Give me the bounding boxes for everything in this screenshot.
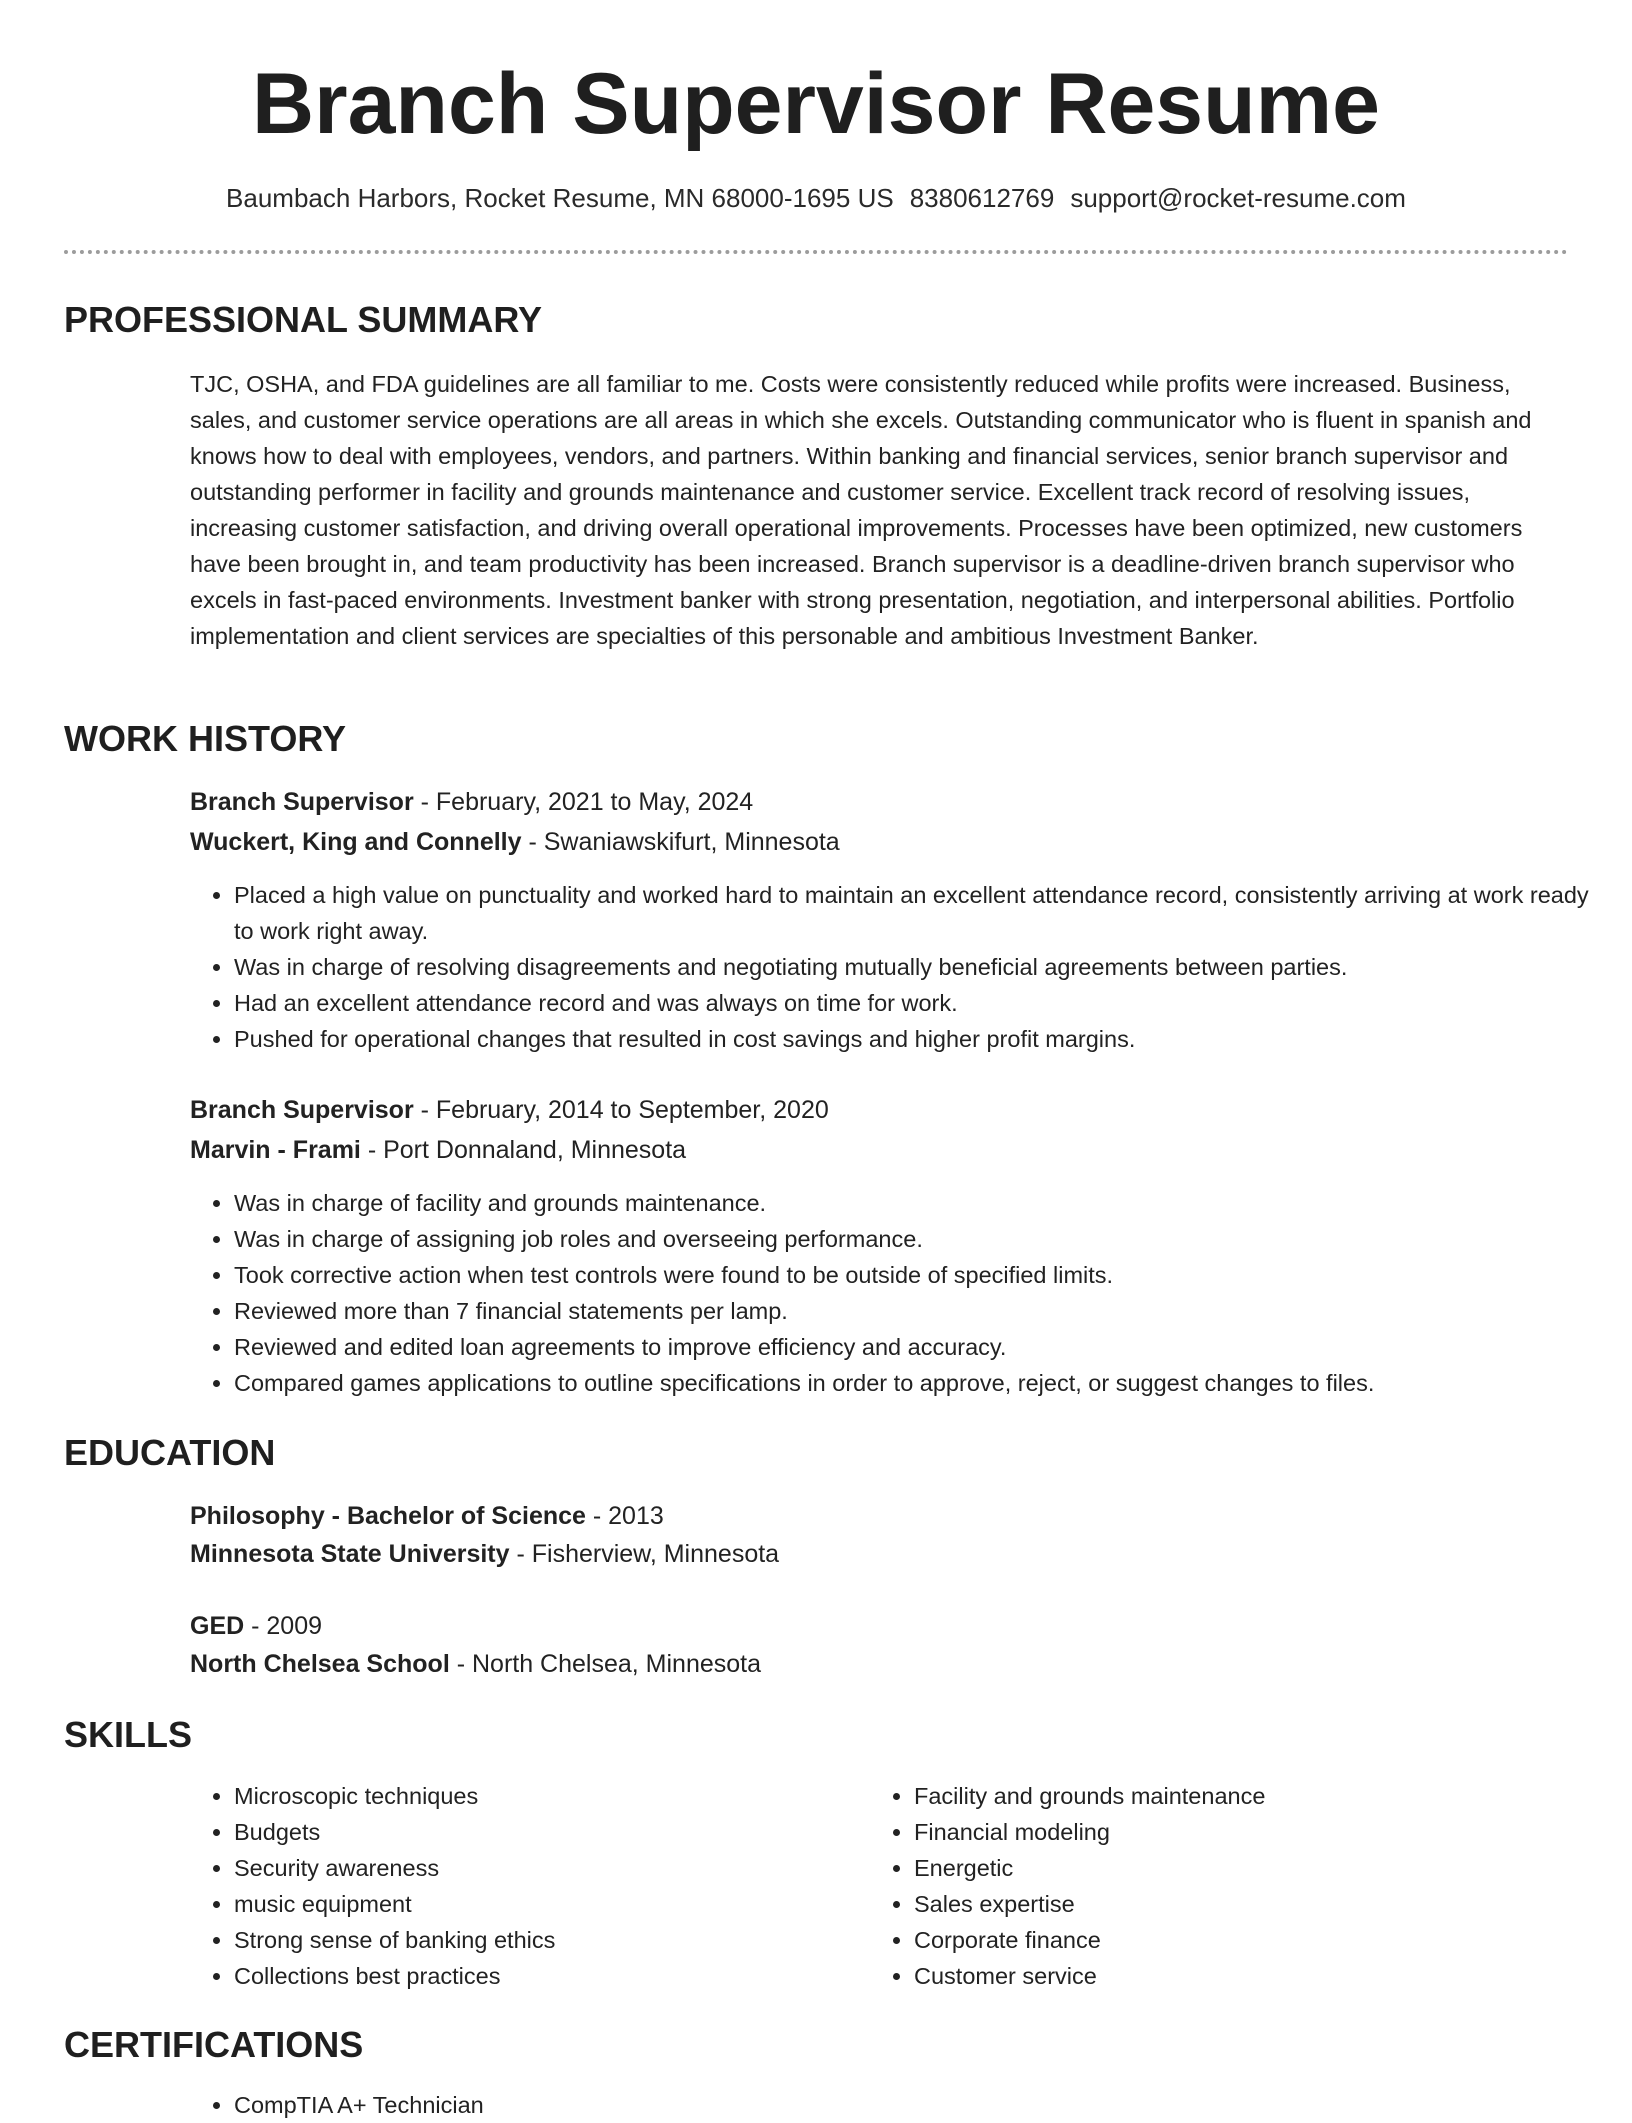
summary-text: TJC, OSHA, and FDA guidelines are all familiar to me. Costs were consistently reduced while profits were increased. Business, sales, and customer service operations are all areas in which she excels. Outstanding communicator who is fluent in spanish and knows how to deal with employees, vendors, and partners. Within banking and financial services, senior branch supervisor and outstanding performer in facility and grounds maintenance and customer service. Excellent track record of resolving issues, increasing customer satisfaction, and driving overall operational improvements. Processes have been optimized, new customers have been brought in, and team productivity has been increased. Branch supervisor is a deadline-driven branch supervisor who excels in fast-paced environments. Investment banker with strong presentation, negotiation, and interpersonal abilities. Portfolio implementation and client services are specialties of this personable and ambitious Investment Banker.: [190, 371, 1532, 649]
job-title: Branch Supervisor: [190, 1096, 414, 1124]
list-item: • Was in charge of facility and grounds maintenance.: [234, 1185, 1614, 1221]
education-degree-line: [190, 1608, 1570, 1644]
list-item: • Reviewed and edited loan agreements to improve efficiency and accuracy.: [234, 1329, 1614, 1365]
contact-phone: 8380612769: [909, 183, 1055, 213]
education-year: - 2013: [585, 1502, 664, 1530]
certifications-list: [190, 2087, 1614, 2123]
contact-email[interactable]: support@rocket-resume.com: [1070, 183, 1406, 213]
education-degree-line: [190, 1498, 1570, 1534]
list-item: • Security awareness: [234, 1850, 874, 1886]
job-bullets: [190, 877, 1614, 1057]
job-location: - Swaniawskifurt, Minnesota: [521, 828, 840, 856]
education-location: - Fisherview, Minnesota: [509, 1540, 780, 1568]
section-heading-skills: SKILLS: [64, 1714, 193, 1755]
job-title: Branch Supervisor: [190, 788, 414, 816]
job-dates: - February, 2014 to September, 2020: [413, 1096, 829, 1124]
job-company-line: [190, 824, 1570, 860]
skills-list-right: [870, 1778, 1554, 1994]
section-heading-education: EDUCATION: [64, 1432, 276, 1473]
job-company: Marvin - Frami: [190, 1136, 361, 1164]
section-heading-summary: PROFESSIONAL SUMMARY: [64, 299, 543, 340]
list-item: • Customer service: [914, 1958, 1554, 1994]
contact-address: Baumbach Harbors, Rocket Resume, MN 68000-1695 US: [226, 183, 894, 213]
list-item: • Pushed for operational changes that resulted in cost savings and higher profit margins.: [234, 1021, 1614, 1057]
list-item: • Energetic: [914, 1850, 1554, 1886]
job-title-line: [190, 784, 1570, 820]
list-item: • CompTIA A+ Technician: [234, 2087, 1614, 2123]
list-item: • Collections best practices: [234, 1958, 874, 1994]
education-school: North Chelsea School: [190, 1650, 450, 1678]
job-title-line: [190, 1092, 1570, 1128]
list-item: • Financial modeling: [914, 1814, 1554, 1850]
skills-list-left: [190, 1778, 874, 1994]
list-item: • Budgets: [234, 1814, 874, 1850]
job-dates: - February, 2021 to May, 2024: [413, 788, 754, 816]
list-item: • Sales expertise: [914, 1886, 1554, 1922]
job-company-line: [190, 1132, 1570, 1168]
education-location: - North Chelsea, Minnesota: [449, 1650, 762, 1678]
list-item: • Was in charge of resolving disagreements and negotiating mutually beneficial agreements between parties.: [234, 949, 1614, 985]
list-item: • Was in charge of assigning job roles and overseeing performance.: [234, 1221, 1614, 1257]
education-school-line: [190, 1536, 1570, 1572]
list-item: • music equipment: [234, 1886, 874, 1922]
job-company: Wuckert, King and Connelly: [190, 828, 522, 856]
education-degree: Philosophy - Bachelor of Science: [190, 1502, 586, 1530]
education-degree: GED: [190, 1612, 245, 1640]
list-item: • Reviewed more than 7 financial statements per lamp.: [234, 1293, 1614, 1329]
list-item: • Took corrective action when test controls were found to be outside of specified limits.: [234, 1257, 1614, 1293]
contact-line: [0, 180, 1632, 216]
section-heading-work: WORK HISTORY: [64, 718, 347, 759]
resume-title: Branch Supervisor Resume: [252, 56, 1380, 152]
education-school-line: [190, 1646, 1570, 1682]
list-item: • Placed a high value on punctuality and worked hard to maintain an excellent attendance record, consistently arriving at work ready to work right away.: [234, 877, 1614, 949]
list-item: • Strong sense of banking ethics: [234, 1922, 874, 1958]
list-item: • Microscopic techniques: [234, 1778, 874, 1814]
list-item: • Corporate finance: [914, 1922, 1554, 1958]
education-school: Minnesota State University: [190, 1540, 510, 1568]
list-item: • Had an excellent attendance record and was always on time for work.: [234, 985, 1614, 1021]
education-year: - 2009: [244, 1612, 323, 1640]
job-bullets: [190, 1185, 1614, 1401]
job-location: - Port Donnaland, Minnesota: [360, 1136, 687, 1164]
list-item: • Compared games applications to outline specifications in order to approve, reject, or suggest changes to files.: [234, 1365, 1614, 1401]
section-heading-certifications: CERTIFICATIONS: [64, 2024, 364, 2065]
header-divider: [64, 250, 1568, 254]
list-item: • Facility and grounds maintenance: [914, 1778, 1554, 1814]
